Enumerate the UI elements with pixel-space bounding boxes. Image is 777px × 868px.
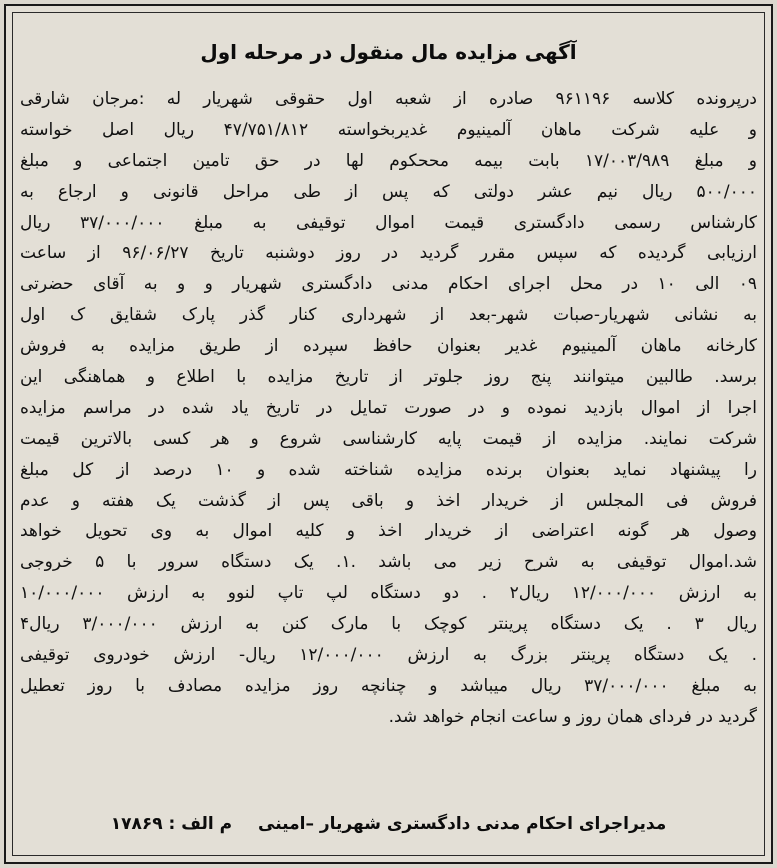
notice-line: شرکت نمایند. مزایده از قیمت پایه کارشناسی شروع و هر کسی بالاترین قیمت xyxy=(20,428,757,449)
notice-line: . یک دستگاه پرینتر بزرگ به ارزش ۱۲/۰۰۰/۰۰۰ ریال- ارزش خودروی توقیفی xyxy=(20,645,757,666)
signature-text: مدیراجرای احکام مدنی دادگستری شهریار –امینی xyxy=(258,814,667,834)
notice-line: ۵۰۰/۰۰۰ ریال نیم عشر دولتی که پس از طی مراحل قانونی و ارجاع به xyxy=(20,181,757,202)
notice-line: ارزیابی گردیده که سپس مقرر گردید در روز دوشنبه تاریخ ۹۶/۰۶/۲۷ از ساعت xyxy=(20,243,757,264)
notice-line: کارخانه ماهان آلمینیوم غدیر بعنوان حافظ سپرده از طریق مزایده به فروش xyxy=(20,336,757,357)
newspaper-clipping xyxy=(4,4,773,864)
notice-title: آگهی مزایده مال منقول در مرحله اول xyxy=(200,40,577,64)
notice-line: را پیشنهاد نماید بعنوان برنده مزایده شناخته شده و ۱۰ درصد از کل مبلغ xyxy=(20,459,757,480)
notice-line: به مبلغ ۳۷/۰۰۰/۰۰۰ ریال میباشد و چنانچه روز مزایده مصادف با روز تعطیل xyxy=(20,675,757,696)
notice-line: به نشانی شهریار-صبات شهر-بعد از شهرداری کنار گذر پارک شقایق ک اول xyxy=(20,305,757,326)
notice-line: شد.اموال توقیفی به شرح زیر می باشد .۱. یک دستگاه سرور با ۵ خروجی xyxy=(20,552,757,573)
reference-code: م الف : ۱۷۸۶۹ xyxy=(110,814,233,834)
notice-line: ریال ۳ . یک دستگاه پرینتر کوچک با مارک کنن به ارزش ۳/۰۰۰/۰۰۰ ریال۴ xyxy=(20,614,757,635)
notice-line: وصول هر گونه اعتراضی از خریدار اخذ و کلیه اموال به وی تحویل خواهد xyxy=(20,521,757,542)
notice-line: کارشناس رسمی دادگستری قیمت اموال توقیفی به مبلغ ۳۷/۰۰۰/۰۰۰ ریال xyxy=(20,212,757,233)
notice-line: به ارزش ۱۲/۰۰۰/۰۰۰ ریال۲ . دو دستگاه لپ تاپ لنوو به ارزش ۱۰/۰۰۰/۰۰۰ xyxy=(20,583,757,604)
notice-line: و علیه شرکت ماهان آلمینیوم غدیربخواسته ۴۷/۷۵۱/۸۱۲ ریال اصل خواسته xyxy=(20,119,757,140)
notice-line: فروش فی المجلس از خریدار اخذ و باقی پس از گذشت یک هفته و عدم xyxy=(20,490,757,511)
notice-line: و مبلغ ۱۷/۰۰۳/۹۸۹ بابت بیمه مححکوم لها در حق تامین اجتماعی و مبلغ xyxy=(20,150,757,171)
notice-line: برسد. طالبین میتوانند پنج روز جلوتر از تاریخ مزایده با اطلاع و هماهنگی این xyxy=(20,367,757,388)
notice-line: اجرا از اموال بازدید نموده و در صورت تمایل در تاریخ یاد شده در مراسم مزایده xyxy=(20,397,757,418)
notice-body xyxy=(20,84,757,733)
notice-line: درپرونده کلاسه ۹۶۱۱۹۶ صادره از شعبه اول حقوقی شهریار له :مرجان شارقی xyxy=(20,89,757,109)
notice-footer xyxy=(20,814,757,834)
notice-line: ۰۹ الی ۱۰ در محل اجرای احکام مدنی دادگستری شهریار و و به آقای حضرتی xyxy=(20,274,757,295)
notice-line: گردید در فردای همان روز و ساعت انجام خواهد شد. xyxy=(388,706,757,727)
